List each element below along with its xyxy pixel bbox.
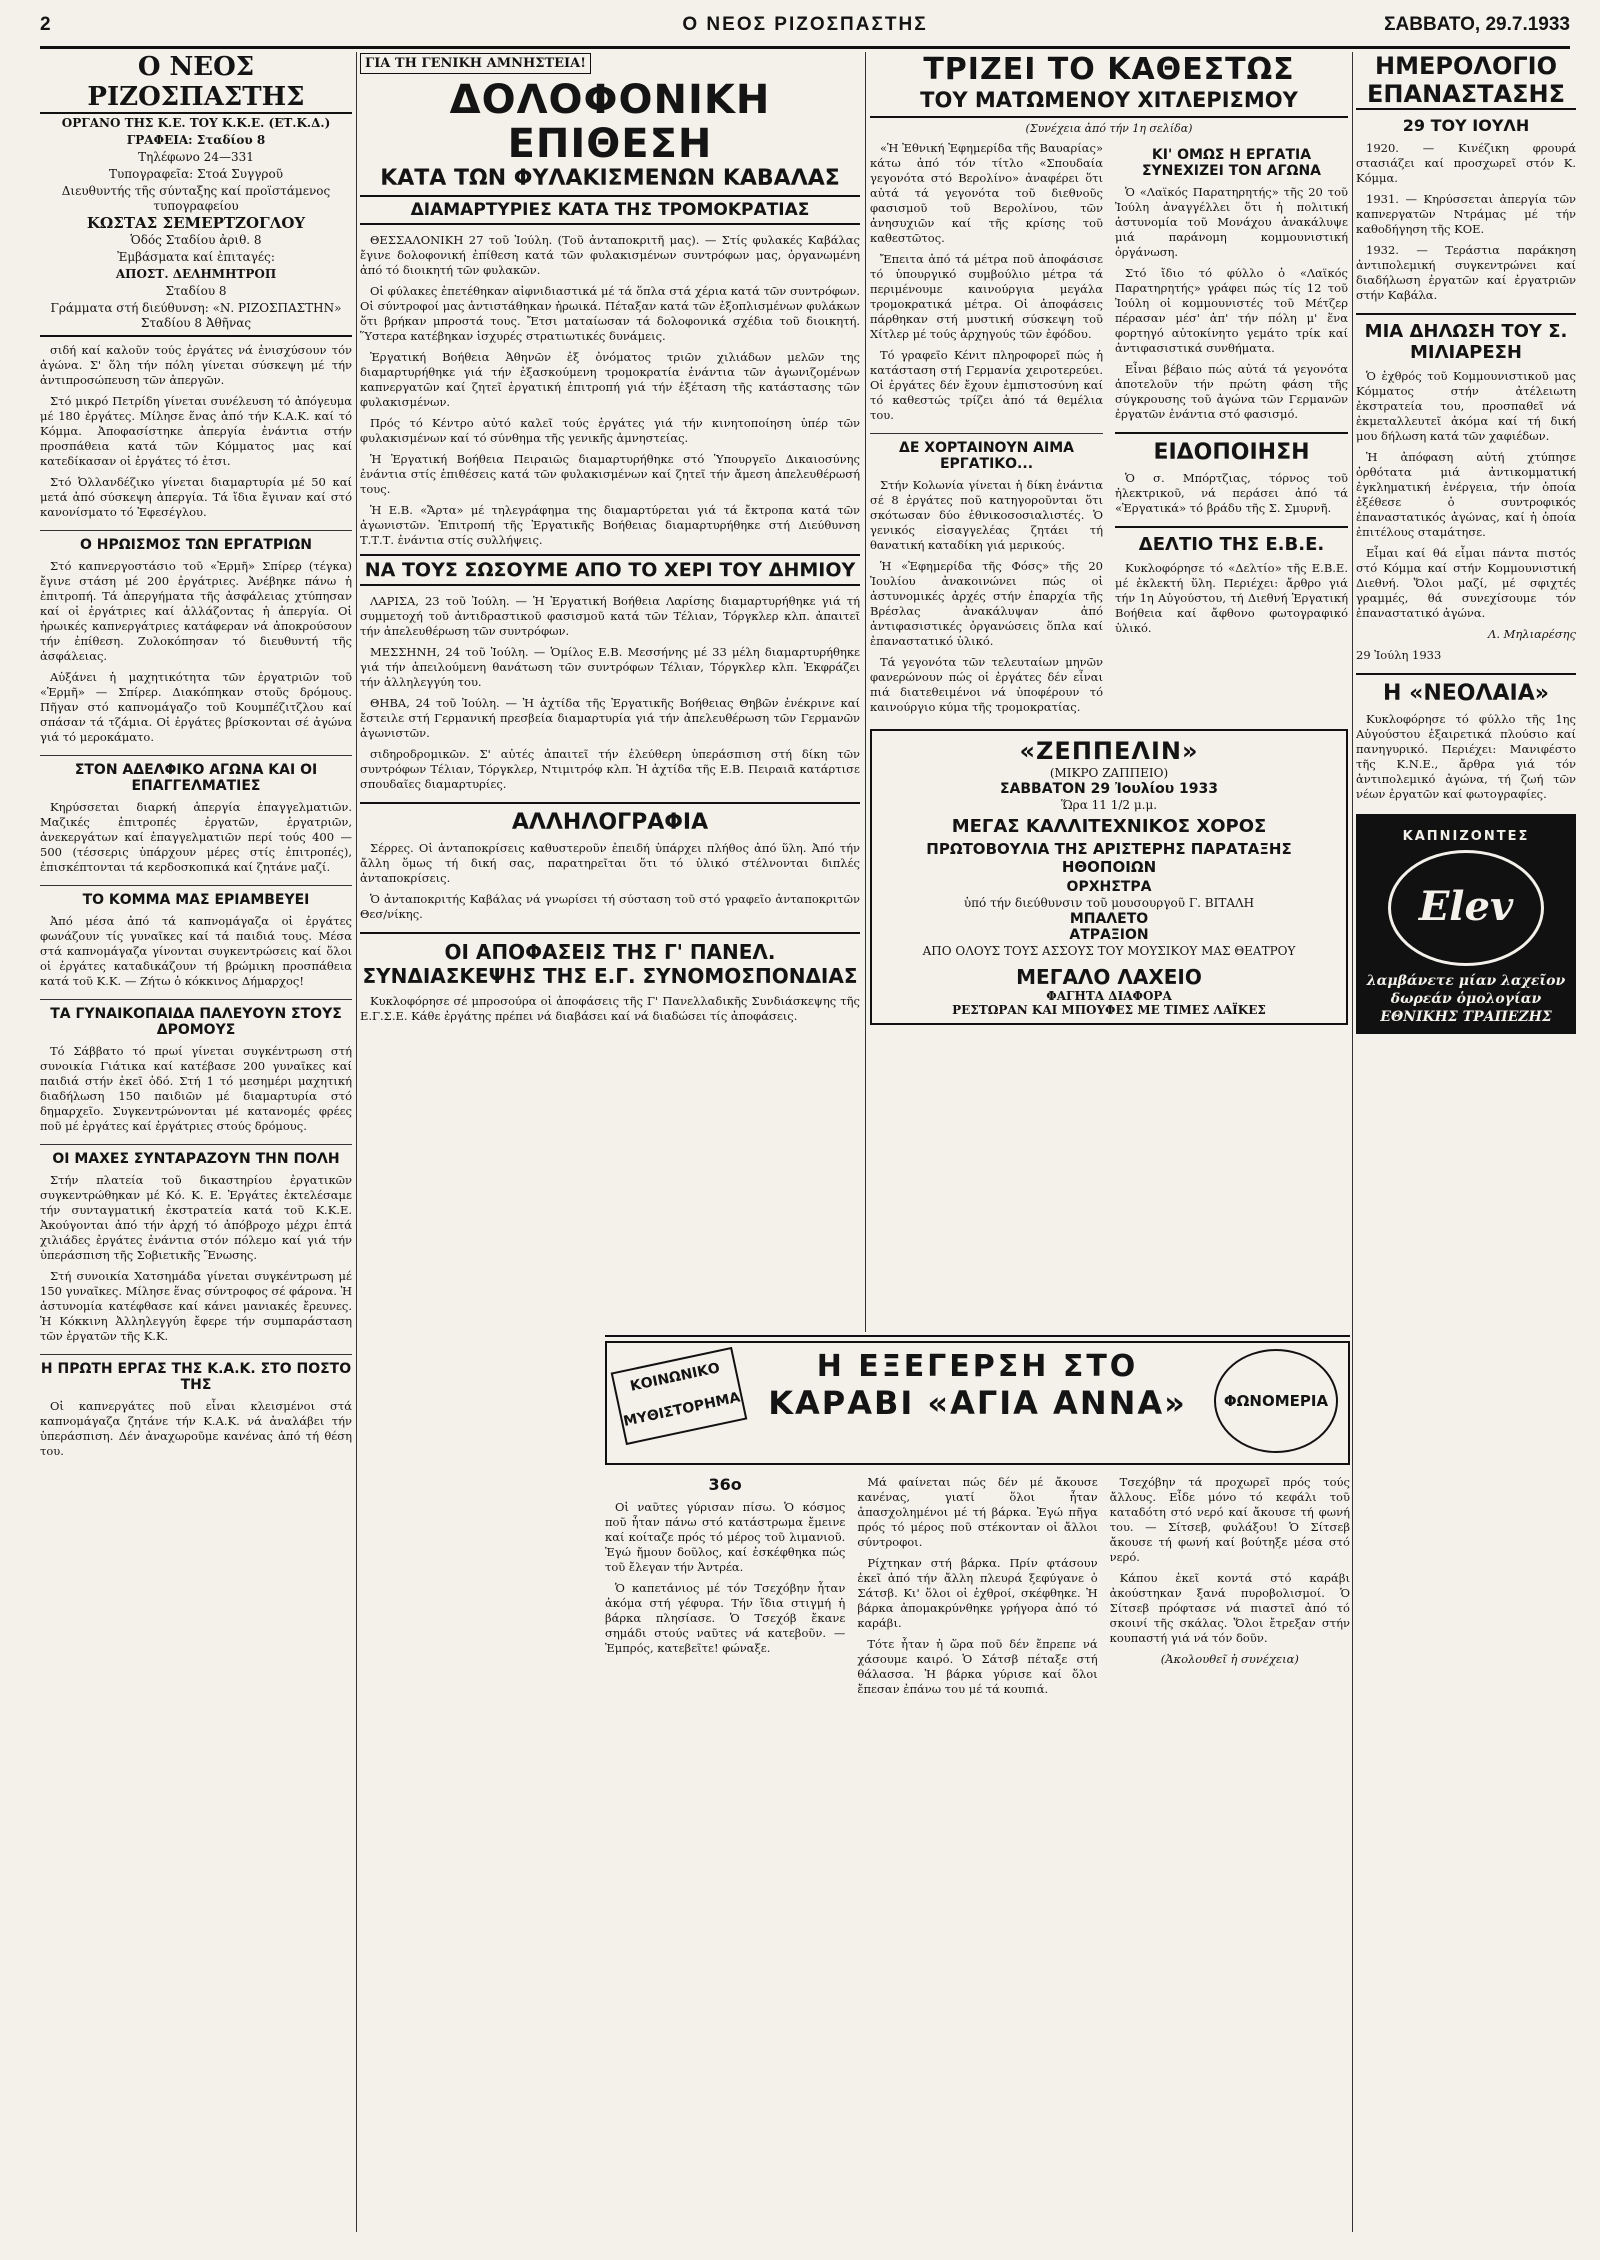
serial-subcolumn xyxy=(857,1475,1097,1703)
headline-attack: ΔΟΛΟΦΟΝΙΚΗ ΕΠΙΘΕΣΗ xyxy=(449,77,771,167)
paragraph: Στό ἴδιο τό φύλλο ὁ «Λαϊκός Παρατηρητής» γράφει πώς τίς 12 τοῦ Ἰούλη οἱ κομμουνιστές τοῦ Μέτζερ πέρασαν μέσ' ἀπ' τήν πόλη μ' ἕνα φορτηγό αὐτοκίνητο γεμάτο τρίκ καί ἀντιφασιστικά συνθήματα. xyxy=(1115,266,1348,355)
director-title: Διευθυντής τῆς σύνταξης καί προϊστάμενος τυπογραφείου xyxy=(61,184,331,213)
paragraph: Στό μικρό Πετρίδη γίνεται συνέλευση τό ἀπόγευμα μέ 180 ἐργάτες. Μίλησε ἕνας ἀπό τήν Κ.Α.Κ. καί τό Κόμμα. Ἀποφασίστηκε ἀπεργία ἐνάντια στήν προσπάθεια κατά τῶν Κόμματος μας καί κατεδίκασαν οἱ ἐργάτες τό ἐτσι. xyxy=(40,394,352,468)
column-rule xyxy=(1352,52,1353,2232)
banner-genre: ΚΟΙΝΩΝΙΚΟ ΜΥΘΙΣΤΟΡΗΜΑ xyxy=(611,1347,748,1445)
section-heading: ΤΟ ΚΟΜΜΑ ΜΑΣ ΕΡΙΑΜΒΕΥΕΙ xyxy=(40,885,352,908)
to-be-continued: (Ἀκολουθεῖ ἡ συνέχεια) xyxy=(1160,1652,1299,1666)
headline-save-them: ΝΑ ΤΟΥΣ ΣΩΣΟΥΜΕ ΑΠΟ ΤΟ ΧΕΡΙ ΤΟΥ ΔΗΜΙΟΥ xyxy=(360,554,860,586)
headline-prisoners: ΚΑΤΑ ΤΩΝ ΦΥΛΑΚΙΣΜΕΝΩΝ ΚΑΒΑΛΑΣ xyxy=(380,166,840,191)
paragraph: Τσεχόβην τά προχωρεῖ πρός τούς ἄλλους. Εἶδε μόνο τό κεφάλι τοῦ καταδότη στό νερό καί ἄκουσε τή φωνή του. — Σίτσεβ, φυλάξου! Ὁ Σίτσεβ ἄκουσε τή φωνή καί βούτηξε μέσα στό νερό. xyxy=(1109,1475,1350,1564)
paragraph: Ἡ Ε.Β. «Ἄρτα» μέ τηλεγράφημα της διαμαρτύρεται γιά τά ἔκτροπα κατά τῶν ἀγωνιστῶν. Ἐπιτροπή τῆς Ἐργατικῆς Βοήθειας διαμαρτυρήθηκε στή Διεύθυνση Τ.Τ.Τ. ἐνάντια στίς συλλήψεις. xyxy=(360,503,860,547)
two-column-body xyxy=(870,141,1348,721)
calendar-date: 29 ΤΟΥ ΙΟΥΛΗ xyxy=(1402,116,1530,135)
brand-name: Elev xyxy=(1418,883,1514,930)
masthead xyxy=(40,6,1570,49)
ad-restaurant: ΡΕΣΤΩΡΑΝ ΚΑΙ ΜΠΟΥΦΕΣ ΜΕ ΤΙΜΕΣ ΛΑΪΚΕΣ xyxy=(952,1003,1266,1017)
paragraph: Πρός τό Κέντρο αὐτό καλεῖ τούς ἐργάτες γιά τήν κινητοποίηση ὑπέρ τῶν φυλακισμένων καί τό σύνθημα τῆς γενικῆς ἀμνηστείας. xyxy=(360,416,860,445)
paragraph: Μά φαίνεται πώς δέν μέ ἄκουσε κανένας, γιατί ὅλοι ἦταν ἀπασχολημένοι μέ τή βάρκα. Ἐγώ πῆγα πρός τό μέρος ποῦ στέκονταν οἱ ἄλλοι σύντροφοι. xyxy=(857,1475,1098,1549)
paragraph: Κυκλοφόρησε σέ μπροσούρα οἱ ἀποφάσεις τῆς Γ' Πανελλαδικῆς Συνδιάσκεψης τῆς Ε.Γ.Σ.Ε. Κάθε ἐργάτης πρέπει νά διαβάσει καί νά διαδώσει τίς ἀποφάσεις. xyxy=(360,994,860,1023)
paragraph: Ἡ Ἐργατική Βοήθεια Πειραιῶς διαμαρτυρήθηκε στό Ὑπουργεῖο Δικαιοσύνης ἐνάντια στίς ἐπιθέσεις κατά τῶν φυλακισμένων καί ζητεῖ τήν ἄμεση ἀπελευθέρωσή τους. xyxy=(360,452,860,496)
banner-author: ΦΩΝΟΜΕΡΙΑ xyxy=(1214,1349,1338,1453)
paragraph: Ἀπό μέσα ἀπό τά καπνομάγαζα οἱ ἐργάτες φωνάζουν τίς γυναῖκες καί τά παιδιά τους. Μέσα στά καπνομάγαζα γίνονται συγκεντρώσεις καί ὅλοι οἱ ἐργάτες καταδικάζουν τή βρώμικη προσπάθεια κατά τοῦ Κ.Κ. — Ζήτω ὁ κόκκινος Δήμαρχος! xyxy=(40,914,352,988)
subheadline-protests: ΔΙΑΜΑΡΤΥΡΙΕΣ ΚΑΤΑ ΤΗΣ ΤΡΟΜΟΚΡΑΤΙΑΣ xyxy=(360,195,860,225)
printing: Τυπογραφεῖα: Στοά Συγγροῦ xyxy=(109,167,283,181)
paragraph: Στό καπνεργοστάσιο τοῦ «Ἑρμῆ» Σπίρερ (τέγκα) ἔγινε στάση μέ 200 ἐργάτριες. Ἀνέβηκε πάνω ἡ ἐπιτροπή. Τά ἀπεργήματα τῆς ἀσφάλειας χτύπησαν καί οἱ ἐργάτριες καί ἀλλάζοντας ἡ ἀπεργία. Οἱ ἡρωικές καπνεργάτριες κατάφεραν νά ἀποκρούσουν τήν ἐπίθεση. Ζυλοκόπησαν τό διευθυντή τῆς ἀσφάλειας. xyxy=(40,559,352,663)
paragraph: ΘΕΣΣΑΛΟΝΙΚΗ 27 τοῦ Ἰούλη. (Τοῦ ἀνταποκριτῆ μας). — Στίς φυλακές Καβάλας ἔγινε δολοφονική ἐπίθεση κατά τῶν φυλακισμένων συντρόφων μας, ὀργανωμένη ἀπό τό διοικητή τῶν φυλακῶν. xyxy=(360,233,860,277)
paragraph: σιδή καί καλοῦν τούς ἐργάτες νά ἐνισχύσουν τόν ἀγώνα. Σ' ὅλη τήν πόλη γίνεται σύσκεψη μέ τήν ἀντιπροσώπευση τῶν ἀπεργῶν. xyxy=(40,343,352,387)
serial-subcolumn xyxy=(605,1475,845,1703)
calendar-entry: 1932. — Τεράστια παράκηση ἀντιπολεμική συγκεντρώνει καί διαδήλωση ἐργατῶν καί ἐργατριῶν στήν Καβάλα. xyxy=(1356,243,1576,302)
paragraph: ΘΗΒΑ, 24 τοῦ Ἰούλη. — Ἡ ἀχτίδα τῆς Ἐργατικῆς Βοήθειας Θηβῶν ἐνέκρινε καί ἔστειλε στή Γερμανική πρεσβεία διαμαρτυρία γιά τήν ἀπελευθέρωση τῶν Γερμανῶν ἀγωνιστῶν. xyxy=(360,696,860,740)
cigarette-advertisement xyxy=(1356,814,1576,1034)
ad-initiative: ΠΡΩΤΟΒΟΥΛΙΑ ΤΗΣ ΑΡΙΣΤΕΡΗΣ ΠΑΡΑΤΑΞΗΣ ΗΘΟΠΟΙΩΝ xyxy=(926,840,1292,876)
paragraph: Ἔπειτα ἀπό τά μέτρα ποῦ ἀποφάσισε τό ὑπουργικό συμβούλιο μέτρα τά περιμένουμε καινούργια μεγάλα τρομοκρατικά μέτρα. Οἱ ἀποφάσεις πάρθηκαν στή μυστική σύσκεψη τοῦ Χίτλερ μέ τούς ἀρχηγούς τῶν ἐφόδου. xyxy=(870,252,1103,341)
headline-statement: ΜΙΑ ΔΗΛΩΣΗ ΤΟΥ Σ. ΜΙΛΙΑΡΕΣΗ xyxy=(1356,313,1576,363)
section-heading: ΟΙ ΜΑΧΕΣ ΣΥΝΤΑΡΑΖΟΥΝ ΤΗΝ ΠΟΛΗ xyxy=(40,1144,352,1167)
ad-event: ΜΕΓΑΣ ΚΑΛΛΙΤΕΧΝΙΚΟΣ ΧΟΡΟΣ xyxy=(951,816,1267,837)
ad-smokers: ΚΑΠΝΙΖΟΝΤΕΣ xyxy=(1402,829,1530,844)
section-heading: ΔΕ ΧΟΡΤΑΙΝΟΥΝ ΑΙΜΑ ΕΡΓΑΤΙΚΟ... xyxy=(870,433,1103,472)
column-3 xyxy=(870,52,1348,1452)
paragraph: Εἶμαι καί θά εἶμαι πάντα πιστός στό Κόμμα καί στήν Κομμουνιστική Διεθνή. Ὅλοι μαζί, μέ σφιχτές γραμμές, θά συνεχίσουμε τόν ἐπαναστατικό ἀγώνα. xyxy=(1356,546,1576,620)
paragraph: «Ἡ Ἐθνική Ἐφημερίδα τῆς Βαυαρίας» κάτω ἀπό τόν τίτλο «Σπουδαία γεγονότα στό Βερολίνο» ἀναφέρει ὅτι αὐτά τά γεγονότα τοῦ διεθνοῦς φασισμοῦ τοῦ Βερολίνου, τῶν ἀνησυχιῶν καί τῆς κρίσης τοῦ καθεστῶτος. xyxy=(870,141,1103,245)
ad-date: ΣΑΒΒΑΤΟΝ 29 Ἰουλίου 1933 xyxy=(999,781,1219,797)
paragraph: Ὁ ἀνταποκριτής Καβάλας νά γνωρίσει τή σύσταση τοῦ στό γραφεῖο ἀνταποκριτῶν Θεσ/νίκης. xyxy=(360,892,860,921)
banner-title-line2: ΚΑΡΑΒΙ «ΑΓΙΑ ΑΝΝΑ» xyxy=(768,1384,1187,1422)
paragraph: Ἐργατική Βοήθεια Ἀθηνῶν ἐξ ὀνόματος τριῶν χιλιάδων μελῶν της διαμαρτυρήθηκε γιά τήν ἐξασκούμενη τρομοκρατία ἐνάντια τῶν ἀγωνιζομένων καπνεργατῶν καί ζητεῖ ἐργατική ἐπιτροπή γιά τήν ἐξέταση τῆς κατάστασης τῶν φυλακισμένων. xyxy=(360,350,860,409)
director-name: ΚΩΣΤΑΣ ΣΕΜΕΡΤΖΟΓΛΟΥ xyxy=(86,214,306,232)
paragraph: Ἡ ἀπόφαση αὐτή χτύπησε ὀρθότατα μιά ἀντικομματική ἐγκληματική ἐνέργεια, τήν ὁποία ἐξέθεσε ὁ συντροφικός ἐπαναστατικός ἀγώνας, καί ἡ ὁποία ἐπιτέλους σταμάτησε. xyxy=(1356,450,1576,539)
paragraph: Αὐξάνει ἡ μαχητικότητα τῶν ἐργατριῶν τοῦ «Ἑρμῆ» — Σπίρερ. Διακόπηκαν στοῦς δρόμους. Πῆγαν στό καπνομάγαζο τοῦ Κουμπέζιτζλου καί σπάσαν τά τζάμια. Οἱ ἐργάτες βρίσκονται σέ ἀγώνα γιά τό μεροκάματο. xyxy=(40,670,352,744)
page-number: 2 xyxy=(40,14,51,35)
paragraph: Τότε ἦταν ἡ ὥρα ποῦ δέν ἔπρεπε νά χάσουμε καιρό. Ὁ Σάτσβ πέταξε στή θάλασσα. Ἡ βάρκα γύρισε καί ὅλοι ἔπεσαν ἐπάνω του μέ τά κουπιά. xyxy=(857,1637,1098,1696)
serial-banner xyxy=(605,1341,1350,1465)
manager-name: ΑΠΟΣΤ. ΔΕΛΗΜΗΤΡΟΠ xyxy=(115,267,277,281)
masthead-title: Ο ΝΕΟΣ ΡΙΖΟΣΠΑΣΤΗΣ xyxy=(682,14,928,35)
organ-line: ΟΡΓΑΝΟ ΤΗΣ Κ.Ε. ΤΟΥ Κ.Κ.Ε. (ΕΤ.Κ.Δ.) xyxy=(61,116,331,130)
column-1 xyxy=(40,52,352,2232)
signature-date: 29 Ἰούλη 1933 xyxy=(1356,648,1442,662)
paragraph: Στήν Κολωνία γίνεται ἡ δίκη ἐνάντια σέ 8 ἐργάτες ποῦ κατηγοροῦνται ὅτι σκότωσαν δύο ἐθνικοσοσιαλιστές. Ὁ γενικός εἰσαγγελέας ζητάει τή θανατική καταδίκη γιά μερικούς. xyxy=(870,478,1103,552)
ad-conductor: ὑπό τήν διεύθυνσιν τοῦ μουσουργοῦ Γ. ΒΙΤΑΛΗ xyxy=(963,896,1255,910)
offices: ΓΡΑΦΕΙΑ: Σταδίου 8 xyxy=(126,133,266,147)
subcolumn-right xyxy=(1115,141,1348,721)
paragraph: σιδηροδρομικῶν. Σ' αὐτές ἀπαιτεῖ τήν ἐλεύθερη ὑπεράσπιση στή δίκη τῶν συντρόφων Τέλιαν, Τόργκλερ, Ντιμιτρόφ κλπ. Ἡ ἀχτίδα τῆς Ε.Β. Πειραιᾶ κατάρτισε σπουδαῖες διαμαρτυρίες. xyxy=(360,747,860,791)
brand-logo xyxy=(1388,850,1544,966)
paragraph: Εἶναι βέβαιο πώς αὐτά τά γεγονότα ἀποτελοῦν τήν πρώτη φάση τῆς σύγκρουσης τοῦ ἀγώνα τῶν Γερμανῶν ἐργατῶν ἐνάντια στό φασισμό. xyxy=(1115,362,1348,421)
paragraph: Ρίχτηκαν στή βάρκα. Πρίν φτάσουν ἐκεῖ ἀπό τήν ἄλλη πλευρά ξεφύγανε ὁ Σάτσβ. Κι' ὅλοι οἱ ἐχθροί, σκέφθηκε. Ἡ βάρκα ἀπομακρύνθηκε γρήγορα ἀπό τό καράβι. xyxy=(857,1556,1098,1630)
director-address: Ὁδός Σταδίου ἀριθ. 8 xyxy=(130,233,262,247)
ad-lottery: ΜΕΓΑΛΟ ΛΑΧΕΙΟ xyxy=(1016,965,1202,989)
headline-calendar: ΗΜΕΡΟΛΟΓΙΟ ΕΠΑΝΑΣΤΑΣΗΣ xyxy=(1356,52,1576,110)
paragraph: Ὁ σ. Μπόρτζιας, τόρνος τοῦ ἠλεκτρικοῦ, νά περάσει ἀπό τά «Ἐργατικά» τό βράδυ τῆς Σ. Σμυρνῆ. xyxy=(1115,471,1348,515)
paragraph: Κάπου ἐκεῖ κοντά στό καράβι ἀκούστηκαν ξανά πυροβολισμοί. Ὁ Σίτσεβ πρόφτασε νά πιαστεῖ ἀπό τό σκοινί τῆς σκάλας. Ὅλοι ἔτρεξαν στήν κουπαστή γιά νά τόν δοῦν. xyxy=(1109,1571,1350,1645)
serial-body xyxy=(605,1475,1350,1703)
installment-number: 36ο xyxy=(708,1475,742,1494)
dance-advertisement xyxy=(870,729,1348,1025)
section-heading: ΣΤΟΝ ΑΔΕΛΦΙΚΟ ΑΓΩΝΑ ΚΑΙ ΟΙ ΕΠΑΓΓΕΛΜΑΤΙΕΣ xyxy=(40,755,352,794)
paragraph: Τά γεγονότα τῶν τελευταίων μηνῶν φανερώνουν πώς οἱ ἐργάτες δέν εἶναι πιά διατεθειμένοι νά ὑποφέρουν τό καινούργιο κύμα τῆς τρομοκρατίας. xyxy=(870,655,1103,714)
headline-neolaia: Η «ΝΕΟΛΑΙΑ» xyxy=(1356,673,1576,706)
headline-hitlerism: ΤΟΥ ΜΑΤΩΜΕΝΟΥ ΧΙΤΛΕΡΙΣΜΟΥ xyxy=(870,88,1348,118)
section-heading-decisions: ΟΙ ΑΠΟΦΑΣΕΙΣ ΤΗΣ Γ' ΠΑΝΕΛ. ΣΥΝΔΙΑΣΚΕΨΗΣ ΤΗΣ Ε.Γ. ΣΥΝΟΜΟΣΠΟΝΔΙΑΣ xyxy=(360,932,860,988)
paragraph: Σέρρες. Οἱ ἀνταποκρίσεις καθυστεροῦν ἐπειδή ὑπάρχει πλήθος ἀπό ὕλη. Ἀπό τήν ἄλλη ὅμως τή δική σας, παρατηρεῖται ὅτι τό ὑλικό στέλνονται διπλές ἀνταποκρίσεις. xyxy=(360,841,860,885)
notice-heading: ΕΙΔΟΠΟΙΗΣΗ xyxy=(1115,432,1348,465)
paragraph: Κυκλοφόρησε τό φύλλο τῆς 1ης Αὐγούστου ἐξαιρετικά πλούσιο καί πανηγυρικό. Περιέχει: Μανιφέστο τῆς Κ.Ν.Ε., ἄρθρα γιά τόν ἀντιπολεμικό ἀγώνα, τή ζωή τῶν νέων ἐργατῶν καί φωτογραφίες. xyxy=(1356,712,1576,801)
newspaper-logo: Ο ΝΕΟΣ ΡΙΖΟΣΠΑΣΤΗΣ xyxy=(40,52,352,114)
ad-attraction: ΑΤΡΑΞΙΟΝ xyxy=(1069,927,1149,943)
paragraph: Οἱ καπνεργάτες ποῦ εἶναι κλεισμένοι στά καπνομάγαζα ζητάνε τήν Κ.Α.Κ. νά ἀναλάβει τήν ὑπεράσπιση. Δέν ἀναχωροῦμε κανένας ἀπό τή θέση του. xyxy=(40,1399,352,1458)
manager-title: Ἐμβάσματα καί ἐπιταγές: xyxy=(117,250,275,264)
section-heading: ΚΙ' ΟΜΩΣ Η ΕΡΓΑΤΙΑ ΣΥΝΕΧΙΖΕΙ ΤΟΝ ΑΓΩΝΑ xyxy=(1141,147,1322,179)
section-heading-correspondence: ΑΛΛΗΛΟΓΡΑΦΙΑ xyxy=(360,802,860,835)
ad-venue-sub: (ΜΙΚΡΟ ΖΑΠΠΕΙΟ) xyxy=(1049,766,1169,780)
ad-venue: «ΖΕΠΠΕΛΙΝ» xyxy=(1019,737,1199,765)
banner-title-line1: Η ΕΞΕΓΕΡΣΗ ΣΤΟ xyxy=(816,1349,1139,1384)
continuation-note: (Συνέχεια ἀπό τήν 1η σελίδα) xyxy=(1025,122,1193,135)
calendar-entry: 1931. — Κηρύσσεται ἀπεργία τῶν καπνεργατῶν Ντράμας μέ τήν καθοδήγηση τῆς ΚΟΕ. xyxy=(1356,192,1576,236)
ad-time: Ὥρα 11 1/2 μ.μ. xyxy=(1060,798,1158,812)
paragraph: Τό Σάββατο τό πρωί γίνεται συγκέντρωση στή συνοικία Γιάτικα καί κατέβασε 200 γυναῖκες καί παιδιά στήν ἐκεῖ ὁδό. Στή 1 τό μεσημέρι μαχητική διαδήλωση 150 παιδιῶν μέ διαμαρτυρία στό δημαρχεῖο. Συγκεντρώνονται μέ κατανομές φρέες ποῦ μέ ἐργάτες καί ἐργάτριες στούς δρόμους. xyxy=(40,1044,352,1133)
paragraph: Κηρύσσεται διαρκή ἀπεργία ἐπαγγελματιῶν. Μαζικές ἐπιτροπές ἐργατῶν, ἐργατριῶν, ἀνεκεργάτων καί ἐπαγγελματιῶν περί τούς 400 —500 (τέσσερις ὑπάρχουν μέρες στίς ἐπιτροπές), ἐπισκέπτονται τά κερδοσκοπικά καί ζητάνε μαζί. xyxy=(40,800,352,874)
paragraph: Ὁ ἐχθρός τοῦ Κομμουνιστικοῦ μας Κόμματος στήν ἀτέλειωτη ἐκστρατεία του, προσπαθεῖ νά ἐκμεταλλευτεῖ ἀκόμα καί τή δική μου δήλωση κατά τῶν χαφιέδων. xyxy=(1356,369,1576,443)
phone: Τηλέφωνο 24—331 xyxy=(138,150,254,164)
paragraph: Οἱ φύλακες ἐπετέθηκαν αἰφνιδιαστικά μέ τά ὅπλα στά χέρια κατά τῶν συντρόφων. Οἱ σύντροφοί μας ἀντιστάθηκαν ἡρωικά. Πέταξαν κατά τῶν ἐξοπλισμένων φυλάκων ὅτι βρήκαν μπροστά τους. Ἔτσι ματαίωσαν τά δολοφονικά σχέδια τοῦ διοικητή. Ὕστερα κατέβηκαν ἰσχυρές στρατιωτικές δυνάμεις. xyxy=(360,284,860,343)
serial-novel xyxy=(605,1335,1350,2232)
column-4 xyxy=(1356,52,1576,2232)
letters-address: Γράμματα στή διεύθυνση: «Ν. ΡΙΖΟΣΠΑΣΤΗΝ» Σταδίου 8 Ἀθῆνας xyxy=(40,301,352,337)
ad-orchestra: ΟΡΧΗΣΤΡΑ xyxy=(1066,879,1152,895)
serial-subcolumn xyxy=(1110,1475,1350,1703)
paragraph: Κυκλοφόρησε τό «Δελτίο» τῆς Ε.Β.Ε. μέ ἐκλεκτή ὕλη. Περιέχει: ἄρθρο γιά τήν 1η Αὐγούστου, τή Διεθνή Ἐργατική Βοήθεια καί ἄφθονο φωτογραφικό ὑλικό. xyxy=(1115,561,1348,635)
paragraph: ΜΕΣΣΗΝΗ, 24 τοῦ Ἰούλη. — Ὁμίλος Ε.Β. Μεσσήνης μέ 33 μέλη διαμαρτυρήθηκε γιά τήν ἀπειλούμενη θανάτωση τῶν συντρόφων Τέλιαν, Τόργκλερ κλπ. Ἐκφράζει τήν ἀλληλεγγύη του. xyxy=(360,645,860,689)
amnesty-kicker: ΓΙΑ ΤΗ ΓΕΝΙΚΗ ΑΜΝΗΣΤΕΙΑ! xyxy=(360,53,591,74)
subcolumn-left xyxy=(870,141,1103,721)
calendar-entry: 1920. — Κινέζικη φρουρά στασιάζει καί προσχωρεῖ στόν Κ. Κόμμα. xyxy=(1356,141,1576,185)
column-rule xyxy=(865,52,866,1332)
bulletin-heading: ΔΕΛΤΙΟ ΤΗΣ Ε.Β.Ε. xyxy=(1115,526,1348,555)
ad-food: ΦΑΓΗΤΑ ΔΙΑΦΟΡΑ xyxy=(1046,989,1172,1003)
paragraph: Στήν πλατεία τοῦ δικαστηρίου ἐργατικῶν συγκεντρώθηκαν μέ Κό. Κ. Ε. Ἐργάτες ἐκτελέσαμε τήν συνταγματική ἐκστρατεία κατά τοῦ Κ.Κ.Ε. Ἀκούγονται ἀπό τήν ἀρχή τό ἀπόβροχο μέχρι ἑπτά χιλιάδες ἐργάτες ἐνάντια στόν πόλεμο καί γιά τήν ὑπεράσπιση τῆς Σοβιετικῆς Ἕνωσης. xyxy=(40,1173,352,1262)
masthead-date: ΣΑΒΒΑΤΟ, 29.7.1933 xyxy=(1384,14,1570,35)
section-heading: Η ΠΡΩΤΗ ΕΡΓΑΣ ΤΗΣ Κ.Α.Κ. ΣΤΟ ΠΟΣΤΟ ΤΗΣ xyxy=(40,1354,352,1393)
manager-address: Σταδίου 8 xyxy=(165,284,227,298)
paragraph: Ἡ «Ἐφημερίδα τῆς Φόσς» τῆς 20 Ἰουλίου ἀνακοινώνει πώς οἱ ἀστυνομικές ἀρχές στήν ἐπαρχία τῆς Βρέσλας ἀνακάλυψαν ἀπό ἀντιφασιστικές ὀργανώσεις ὅπλα καί ἐπαναστατικό ὑλικό. xyxy=(870,559,1103,648)
paragraph: Τό γραφεῖο Κένιτ πληροφορεῖ πώς ἡ κατάσταση στή Γερμανία χειροτερεύει. Οἱ ἐργάτες δέν ἔχουν ἐμπιστοσύνη καί τό καθεστώς τρίζει ἀπό τά θεμέλια του. xyxy=(870,348,1103,422)
signature: Λ. Μηλιαρέσης xyxy=(1488,627,1576,641)
paragraph: Στό Ὀλλανδέζικο γίνεται διαμαρτυρία μέ 50 καί μετά ἀπό σύσκεψη ἀπεργία. Τά ἴδια ἔγιναν καί στό κανονίσματο τό Ἐφεσέγλου. xyxy=(40,475,352,519)
paragraph: Ὁ καπετάνιος μέ τόν Τσεχόβην ἦταν ἀκόμα στή γέφυρα. Τήν ἴδια στιγμή ἡ βάρκα πλησίασε. Ὁ Τσεχόβ ἔκανε σημάδι στούς ναῦτες νά κατεβοῦν. — Ἐμπρός, κατεβεῖτε! φώναξε. xyxy=(605,1581,846,1655)
section-heading: Ο ΗΡΩΙΣΜΟΣ ΤΩΝ ΕΡΓΑΤΡΙΩΝ xyxy=(40,530,352,553)
column-rule xyxy=(356,52,357,2232)
section-heading: ΤΑ ΓΥΝΑΙΚΟΠΑΙΔΑ ΠΑΛΕΥΟΥΝ ΣΤΟΥΣ ΔΡΟΜΟΥΣ xyxy=(40,999,352,1038)
paragraph: Οἱ ναῦτες γύρισαν πίσω. Ὁ κόσμος ποῦ ἦταν πάνω στό κατάστρωμα ἔμεινε καί κοίταζε πρός τό μέρος τοῦ λιμανιοῦ. Ἐγώ ἤμουν δοῦλος, καί ἐσκέφθηκα πώς τοῦ ἔλεγαν τήν Ἀντρέα. xyxy=(605,1500,846,1574)
banner-title xyxy=(757,1349,1198,1422)
paragraph: Στή συνοικία Χατσημάδα γίνεται συγκέντρωση μέ 150 γυναῖκες. Μίλησε ἕνας σύντροφος σέ φάρονα. Ἡ ἀστυνομία κατέφθασε καί κάνει μανιακές ἔρευνες. Ἡ Κόκκινη Ἀλληλεγγύη ἔφερε τήν συμπαράσταση τῶν ἐργατῶν τῆς Κ.Κ. xyxy=(40,1269,352,1343)
paragraph: ΛΑΡΙΣΑ, 23 τοῦ Ἰούλη. — Ἡ Ἐργατική Βοήθεια Λαρίσης διαμαρτυρήθηκε γιά τή συμμετοχή τοῦ ἀντιδραστικοῦ φασισμοῦ κατά τῶν Τέλιαν, Τόργκλερ κλπ. ἀπαιτεῖ τήν ἀπελευθέρωση τῶν συντρόφων. xyxy=(360,594,860,638)
column-2 xyxy=(360,52,860,1322)
headline-regime: ΤΡΙΖΕΙ ΤΟ ΚΑΘΕΣΤΩΣ xyxy=(923,52,1295,87)
paragraph: Ὁ «Λαϊκός Παρατηρητής» τῆς 20 τοῦ Ἰούλη ἀναγγέλλει ὅτι ἡ πολιτική ἀστυνομία τοῦ Μονάχου ἀνακάλυψε μιά παράνομη κομμουνιστική ὀργάνωση. xyxy=(1115,185,1348,259)
ad-artists: ΑΠΟ ΟΛΟΥΣ ΤΟΥΣ ΑΣΣΟΥΣ ΤΟΥ ΜΟΥΣΙΚΟΥ ΜΑΣ ΘΕΑΤΡΟΥ xyxy=(922,944,1296,958)
ad-offer: λαμβάνετε μίαν λαχεῖον δωρεάν ὁμολογίαν ΕΘΝΙΚΗΣ ΤΡΑΠΕΖΗΣ xyxy=(1366,973,1566,1025)
ad-ballet: ΜΠΑΛΕΤΟ xyxy=(1069,911,1149,927)
